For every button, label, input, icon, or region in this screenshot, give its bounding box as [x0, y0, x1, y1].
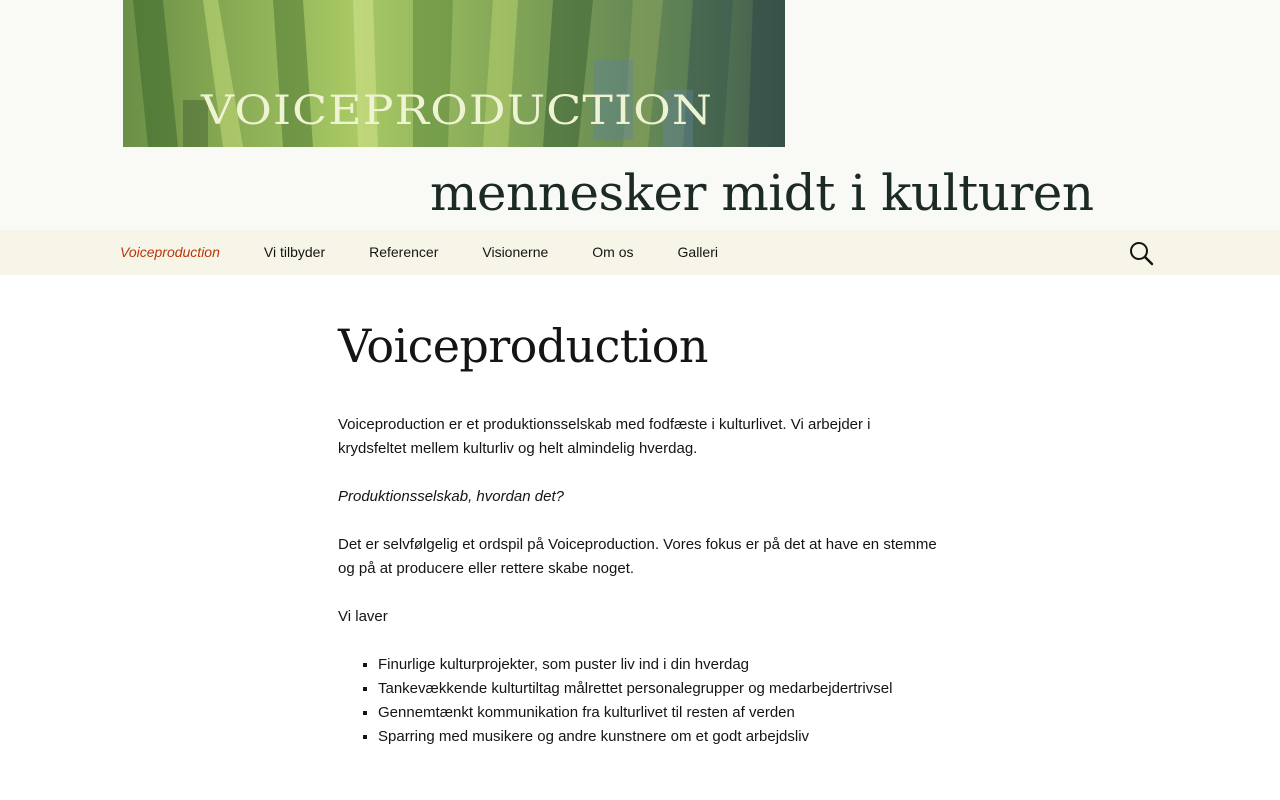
banner-artwork	[123, 0, 785, 147]
site-header	[0, 0, 1280, 230]
explanation-paragraph: Det er selvfølgelig et ordspil på Voiceproduction. Vores fokus er på det at have en stemme og på at producere eller rettere skabe noget.	[338, 536, 937, 577]
nav-item-referencer[interactable]: Referencer	[369, 244, 439, 260]
site-tagline: mennesker midt i kulturen	[430, 164, 1094, 222]
page-title: Voiceproduction	[338, 319, 708, 373]
banner-logo-text: VOICEPRODUCTION	[199, 88, 713, 134]
nav-menu	[98, 230, 740, 275]
nav-item-galleri[interactable]: Galleri	[677, 244, 718, 260]
nav-item-vi-tilbyder[interactable]: Vi tilbyder	[263, 244, 326, 260]
search-icon[interactable]	[1126, 238, 1156, 268]
list-item: ▪ Tankevækkende kulturtiltag målrettet personalegrupper og medarbejdertrivsel	[378, 677, 942, 701]
nav-item-voiceproduction[interactable]: Voiceproduction	[120, 244, 220, 260]
question-paragraph	[338, 485, 942, 509]
nav-item-om-os[interactable]: Om os	[592, 244, 634, 260]
list-item: ▪ Finurlige kulturprojekter, som puster liv ind i din hverdag	[378, 653, 942, 677]
list-intro-paragraph: Vi laver	[338, 608, 388, 625]
list-item: ▪ Gennemtænkt kommunikation fra kulturlivet til resten af verden	[378, 701, 942, 725]
intro-paragraph: Voiceproduction er et produktionsselskab med fodfæste i kulturlivet. Vi arbejder i krydsfeltet mellem kulturliv og helt almindelig hverdag.	[338, 416, 871, 457]
main-navigation	[0, 230, 1280, 275]
nav-item-visionerne[interactable]: Visionerne	[482, 244, 549, 260]
entry-content	[338, 413, 942, 749]
page-content	[338, 275, 942, 749]
question-text: Produktionsselskab, hvordan det?	[338, 488, 564, 505]
header-banner-image[interactable]	[123, 0, 785, 147]
offer-list	[338, 653, 942, 749]
list-item: ▪ Sparring med musikere og andre kunstnere om et godt arbejdsliv	[378, 725, 942, 749]
